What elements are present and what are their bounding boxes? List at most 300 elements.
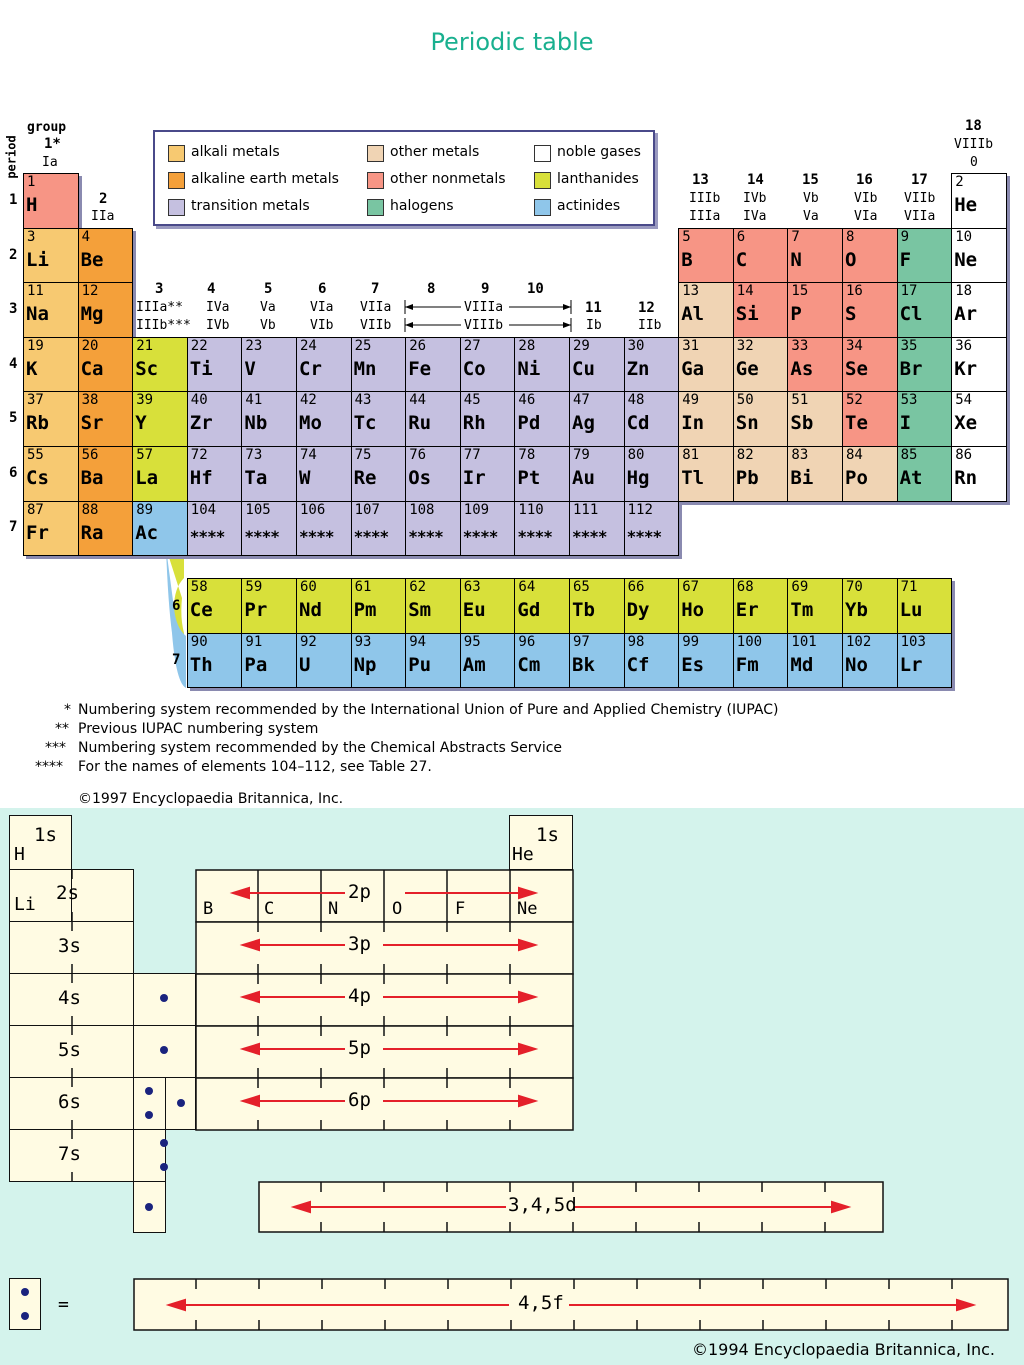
atomic-number: 15 [791, 283, 809, 300]
period-7-label: 7 [9, 519, 18, 535]
orbital-Li-symbol: Li [14, 894, 36, 915]
atomic-number: 35 [900, 337, 918, 354]
element-cell-Ne [951, 228, 1007, 284]
atomic-number: 11 [27, 283, 44, 300]
element-symbol: Rh [462, 412, 486, 435]
atomic-number: 30 [627, 337, 645, 354]
atomic-number: 93 [354, 633, 372, 650]
atomic-number: 91 [245, 633, 263, 650]
element-cell-Sc [132, 337, 188, 393]
element-cell-Pm [351, 578, 407, 634]
atomic-number: 37 [27, 392, 44, 409]
group-2-label: 2 [99, 191, 108, 207]
atomic-number: 89 [136, 501, 154, 518]
element-cell-Ta [241, 446, 297, 502]
element-cell-Hg [624, 446, 680, 502]
atomic-number: 64 [518, 579, 536, 595]
group-5-b: Vb [260, 318, 276, 333]
group-7-a: VIIa [360, 300, 392, 315]
atomic-number: 109 [463, 501, 490, 518]
copyright-top: ©1997 Encyclopaedia Britannica, Inc. [78, 791, 344, 807]
element-symbol: **** [189, 526, 225, 546]
orbital-3p: 3p [348, 933, 371, 955]
footnote-mark-3: *** [45, 740, 66, 756]
atomic-number: 47 [573, 392, 590, 409]
element-cell-Al [678, 282, 734, 338]
element-symbol: Tm [790, 599, 814, 621]
element-cell-Pd [514, 391, 570, 447]
dot-4-icon [160, 994, 168, 1002]
group-4-label: 4 [207, 281, 216, 297]
element-cell-Er [733, 578, 789, 634]
element-cell-104 [187, 501, 243, 557]
atomic-number: 59 [245, 579, 263, 595]
element-symbol: Nb [244, 412, 268, 435]
element-symbol: Si [735, 303, 759, 326]
element-symbol: Po [845, 467, 868, 489]
element-cell-At [897, 446, 953, 502]
element-cell-106 [296, 501, 352, 557]
element-cell-Ra [78, 501, 134, 557]
group-12-label: 12 [638, 300, 655, 316]
atomic-number: 100 [736, 633, 763, 650]
element-cell-Na [23, 282, 79, 338]
element-cell-Fr [23, 501, 79, 557]
group-7-label: 7 [371, 281, 380, 297]
group-18-a: VIIIb [954, 137, 994, 152]
element-symbol: **** [299, 526, 334, 546]
footnote-mark-4: **** [35, 759, 63, 775]
element-cell-B [678, 228, 734, 284]
element-cell-Ac [132, 501, 188, 557]
element-cell-109 [460, 501, 516, 557]
element-symbol: Ca [80, 357, 104, 380]
element-cell-Cs [23, 446, 79, 502]
atomic-number: 108 [409, 501, 435, 518]
element-symbol: Re [353, 467, 377, 489]
element-cell-Cm [514, 633, 570, 689]
element-cell-C [733, 228, 789, 284]
atomic-number: 9 [900, 228, 910, 245]
legend-label-noble: noble gases [557, 144, 641, 160]
element-cell-Ni [514, 337, 570, 393]
element-cell-Tm [787, 578, 843, 634]
element-cell-La [132, 446, 188, 502]
atomic-number: 41 [245, 392, 263, 409]
atomic-number: 8 [846, 228, 855, 245]
group-7-b: VIIb [360, 318, 392, 333]
element-cell-In [678, 391, 734, 447]
group-18-label: 18 [965, 118, 982, 134]
element-symbol: Ni [517, 357, 541, 380]
element-symbol: Tl [681, 467, 705, 489]
element-cell-Pa [241, 633, 297, 689]
element-cell-Sr [78, 391, 134, 447]
atomic-number: 78 [518, 447, 536, 463]
element-cell-Cl [897, 282, 953, 338]
group-1-label: 1* [44, 136, 61, 152]
legend-label-actinides: actinides [557, 198, 621, 214]
atomic-number: 67 [682, 579, 700, 595]
element-cell-Ir [460, 446, 516, 502]
element-symbol: Ir [462, 467, 486, 489]
group-16-label: 16 [856, 172, 873, 188]
element-cell-Am [460, 633, 516, 689]
element-cell-Es [678, 633, 734, 689]
atomic-number: 10 [955, 228, 973, 245]
atomic-number: 38 [81, 392, 99, 409]
orbital-6p: 6p [348, 1089, 371, 1111]
element-cell-Nd [296, 578, 352, 634]
element-symbol: **** [408, 526, 443, 546]
legend-label-other-metals: other metals [390, 144, 480, 160]
page-title: Periodic table [430, 28, 594, 56]
atomic-number: 18 [955, 283, 973, 300]
element-cell-Mg [78, 282, 134, 338]
atomic-number: 102 [846, 633, 872, 650]
element-cell-Ti [187, 337, 243, 393]
element-cell-Zr [187, 391, 243, 447]
atomic-number: 24 [300, 337, 317, 354]
group-6-b: VIb [310, 318, 334, 333]
atomic-number: 57 [136, 447, 154, 463]
element-symbol: B [681, 248, 693, 271]
atomic-number: 4 [81, 228, 91, 245]
element-cell-Rh [460, 391, 516, 447]
atomic-number: 77 [463, 447, 481, 463]
footnote-text-2: Previous IUPAC numbering system [78, 721, 319, 737]
element-symbol: **** [244, 526, 279, 546]
element-symbol: Se [845, 357, 868, 380]
atomic-number: 29 [573, 337, 590, 354]
element-symbol: Ag [572, 412, 595, 435]
element-cell-111 [569, 501, 625, 557]
atomic-number: 45 [463, 392, 481, 409]
atomic-number: 105 [245, 501, 271, 518]
group-13-b: IIIa [689, 209, 721, 224]
orbital-6s: 6s [58, 1091, 81, 1113]
element-symbol: No [845, 653, 868, 676]
element-symbol: Pb [735, 467, 759, 489]
element-symbol: Au [572, 467, 595, 489]
element-cell-Ru [405, 391, 461, 447]
atomic-number: 70 [846, 579, 863, 595]
orbital-5p: 5p [348, 1037, 371, 1059]
element-symbol: Ar [954, 303, 978, 326]
group-17-label: 17 [911, 172, 928, 188]
element-cell-Fm [733, 633, 789, 689]
element-cell-He [951, 173, 1007, 229]
element-cell-Be [78, 228, 134, 284]
orbital-He-symbol: He [512, 844, 534, 865]
element-cell-I [897, 391, 953, 447]
element-cell-Th [187, 633, 243, 689]
atomic-number: 112 [627, 501, 653, 518]
group-6-a: VIa [310, 300, 334, 315]
element-cell-Nb [241, 391, 297, 447]
element-cell-Ca [78, 337, 134, 393]
element-cell-O [842, 228, 898, 284]
orbital-cell-dot-6-split [133, 1077, 166, 1130]
atomic-number: 92 [300, 633, 317, 650]
atomic-number: 99 [682, 633, 700, 650]
element-symbol: I [899, 412, 912, 435]
period-axis-label: period [4, 135, 19, 179]
element-cell-N [787, 228, 843, 284]
atomic-number: 111 [573, 501, 599, 518]
lanthanide-period-label: 6 [172, 598, 181, 614]
group-9-label: 9 [481, 281, 490, 297]
atomic-number: 95 [463, 633, 481, 650]
group-14-b: IVa [743, 209, 767, 224]
atomic-number: 31 [682, 337, 700, 354]
legend-label-transition: transition metals [191, 198, 310, 214]
atomic-number: 33 [791, 337, 809, 354]
p-element-F: F [455, 899, 466, 919]
element-cell-Se [842, 337, 898, 393]
atomic-number: 86 [955, 447, 973, 463]
element-symbol: K [26, 357, 38, 380]
element-cell-Tb [569, 578, 625, 634]
legend-dot-a-icon [21, 1288, 29, 1296]
element-symbol: Te [845, 412, 868, 435]
atomic-number: 7 [791, 228, 800, 245]
atomic-number: 88 [81, 501, 99, 518]
atomic-number: 83 [791, 447, 809, 463]
element-cell-Rn [951, 446, 1007, 502]
dot-8-icon [145, 1203, 153, 1211]
element-cell-Eu [460, 578, 516, 634]
orbital-H-1s: 1s [34, 824, 57, 846]
legend-label-alkali: alkali metals [191, 144, 280, 160]
element-cell-Au [569, 446, 625, 502]
atomic-number: 49 [682, 392, 700, 409]
atomic-number: 13 [682, 283, 700, 300]
element-cell-Pt [514, 446, 570, 502]
element-cell-Zn [624, 337, 680, 393]
dot-5-icon [160, 1046, 168, 1054]
atomic-number: 50 [736, 392, 754, 409]
atomic-number: 90 [190, 633, 208, 650]
element-symbol: Pd [517, 412, 541, 435]
period-1-label: 1 [9, 192, 18, 208]
element-symbol: Pu [408, 653, 432, 676]
element-symbol: Pt [517, 467, 541, 489]
atomic-number: 65 [573, 579, 590, 595]
element-symbol: Li [26, 248, 49, 271]
element-cell-Ce [187, 578, 243, 634]
legend-swatch-alkali [168, 145, 185, 162]
dot-6c-icon [177, 1099, 185, 1107]
element-symbol: Al [681, 303, 705, 326]
atomic-number: 53 [900, 392, 918, 409]
atomic-number: 81 [682, 447, 700, 463]
element-cell-V [241, 337, 297, 393]
group-13-a: IIIb [689, 191, 721, 206]
element-symbol: Ba [80, 467, 104, 489]
atomic-number: 69 [791, 579, 809, 595]
p-element-C: C [264, 899, 275, 919]
legend-label-halogens: halogens [390, 198, 454, 214]
atomic-number: 5 [682, 228, 691, 245]
atomic-number: 3 [27, 228, 36, 245]
atomic-number: 14 [736, 283, 754, 300]
atomic-number: 103 [900, 633, 926, 650]
element-symbol: Cu [572, 357, 595, 380]
legend-swatch-halogens [367, 199, 384, 216]
atomic-number: 98 [627, 633, 645, 650]
element-symbol: Ce [189, 599, 213, 621]
legend-dot-box [9, 1278, 41, 1330]
element-symbol: At [899, 467, 923, 489]
period-3-label: 3 [9, 301, 18, 317]
element-symbol: Tb [572, 599, 595, 621]
legend-swatch-other-metals [367, 145, 384, 162]
atomic-number: 97 [573, 633, 590, 650]
element-symbol: Es [681, 653, 705, 676]
element-symbol: **** [517, 526, 552, 546]
atomic-number: 60 [300, 579, 317, 595]
element-symbol: Hg [626, 467, 650, 489]
element-symbol: Zn [626, 357, 650, 380]
period-6-label: 6 [9, 465, 18, 481]
element-symbol: Ta [244, 467, 268, 489]
period-2-label: 2 [9, 247, 18, 263]
element-cell-H [23, 173, 79, 229]
p-element-O: O [392, 899, 403, 919]
element-cell-Ga [678, 337, 734, 393]
group-8-label: 8 [427, 281, 436, 297]
element-symbol: Yb [845, 599, 868, 621]
element-cell-Ge [733, 337, 789, 393]
element-symbol: Am [462, 653, 486, 676]
group-10-label: 10 [527, 281, 544, 297]
element-symbol: **** [572, 526, 607, 546]
element-symbol: P [790, 303, 802, 326]
element-symbol: Ne [954, 248, 978, 271]
element-symbol: Ho [681, 599, 705, 621]
element-cell-Sn [733, 391, 789, 447]
element-cell-Dy [624, 578, 680, 634]
atomic-number: 43 [354, 392, 372, 409]
footnote-text-1: Numbering system recommended by the International Union of Pure and Applied Chemistry (IUPAC) [78, 702, 779, 718]
element-symbol: Y [135, 412, 147, 435]
atomic-number: 22 [190, 337, 208, 354]
actinide-period-label: 7 [172, 652, 181, 668]
group-15-b: Va [803, 209, 819, 224]
group-15-label: 15 [802, 172, 819, 188]
element-symbol: Cr [299, 357, 322, 380]
element-cell-Pr [241, 578, 297, 634]
element-symbol: In [681, 412, 705, 435]
element-symbol: S [845, 303, 857, 326]
element-symbol: Ti [189, 357, 213, 380]
orbital-d: 3,4,5d [508, 1194, 577, 1216]
element-symbol: Ru [408, 412, 432, 435]
atomic-number: 63 [463, 579, 481, 595]
atomic-number: 62 [409, 579, 427, 595]
element-symbol: Pa [244, 653, 268, 676]
element-cell-Os [405, 446, 461, 502]
group-3-label: 3 [155, 281, 164, 297]
group-6-label: 6 [318, 281, 327, 297]
group-3-b: IIIb*** [136, 318, 191, 333]
atomic-number: 101 [791, 633, 817, 650]
group-16-b: VIa [854, 209, 878, 224]
element-symbol: Ra [80, 521, 104, 544]
atomic-number: 104 [190, 501, 217, 518]
group-14-label: 14 [747, 172, 764, 188]
element-cell-Np [351, 633, 407, 689]
orbital-5s: 5s [58, 1039, 81, 1061]
element-cell-Ba [78, 446, 134, 502]
atomic-number: 80 [627, 447, 645, 463]
element-symbol: Lu [899, 599, 923, 621]
element-symbol: Mg [80, 303, 104, 326]
group-8-10-b: VIIIb [464, 318, 504, 333]
footnote-text-3: Numbering system recommended by the Chemical Abstracts Service [78, 740, 563, 756]
element-symbol: Cd [626, 412, 650, 435]
element-symbol: H [26, 194, 38, 216]
element-symbol: Xe [954, 412, 978, 435]
element-cell-Mo [296, 391, 352, 447]
element-cell-Re [351, 446, 407, 502]
element-symbol: O [845, 248, 857, 271]
element-symbol: Nd [299, 599, 322, 621]
element-cell-Pb [733, 446, 789, 502]
element-symbol: Md [790, 653, 814, 676]
legend-label-alkaline: alkaline earth metals [191, 171, 339, 187]
atomic-number: 17 [900, 283, 918, 300]
footnote-text-4: For the names of elements 104–112, see Table 27. [78, 759, 432, 775]
element-cell-No [842, 633, 898, 689]
atomic-number: 73 [245, 447, 263, 463]
element-cell-Ar [951, 282, 1007, 338]
element-symbol: Co [462, 357, 486, 380]
orbital-4p: 4p [348, 985, 371, 1007]
group-17-a: VIIb [904, 191, 936, 206]
atomic-number: 94 [409, 633, 427, 650]
group-4-a: IVa [206, 300, 230, 315]
dot-7b-icon [160, 1163, 168, 1171]
atomic-number: 39 [136, 392, 154, 409]
element-cell-Tc [351, 391, 407, 447]
element-symbol: Rb [26, 412, 49, 435]
element-symbol: Sm [408, 599, 432, 621]
atomic-number: 48 [627, 392, 645, 409]
f-block-connector [160, 548, 190, 692]
element-symbol: Ge [735, 357, 759, 380]
atomic-number: 40 [190, 392, 208, 409]
legend-swatch-transition [168, 199, 185, 216]
dot-7a-icon [160, 1139, 168, 1147]
element-symbol: Er [735, 599, 759, 621]
element-symbol: Fe [408, 357, 432, 380]
element-symbol: Mo [299, 412, 322, 435]
s-block-ticks [9, 869, 134, 1182]
element-cell-Cu [569, 337, 625, 393]
atomic-number: 55 [27, 447, 44, 463]
element-symbol: Br [899, 357, 923, 380]
group-8-10-a: VIIIa [464, 300, 504, 315]
atomic-number: 25 [354, 337, 372, 354]
element-cell-Rb [23, 391, 79, 447]
element-symbol: Lr [899, 653, 923, 676]
element-cell-Br [897, 337, 953, 393]
atomic-number: 61 [354, 579, 372, 595]
equals-sign: = [58, 1294, 69, 1315]
atomic-number: 23 [245, 337, 263, 354]
